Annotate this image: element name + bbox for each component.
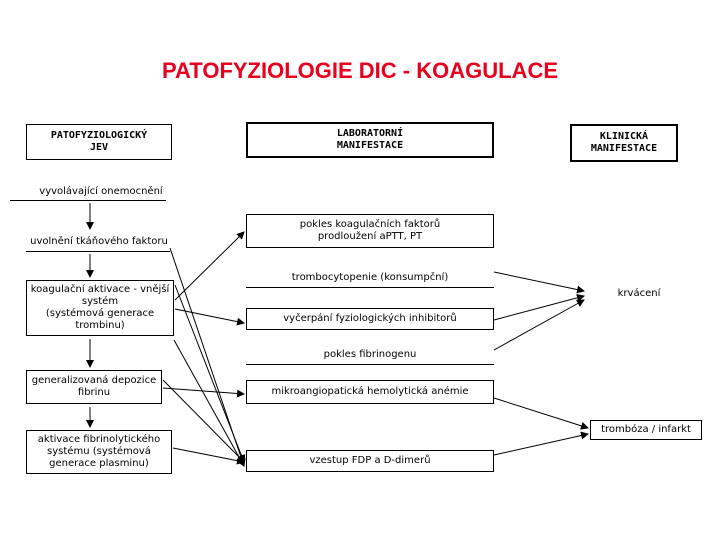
- lab-fdp-increase: vzestup FDP a D-dimerů: [246, 450, 494, 472]
- header-laboratory: LABORATORNÍ MANIFESTACE: [246, 122, 494, 158]
- arrow-tissue-factor-to-fdp: [170, 248, 244, 466]
- phenomenon-trigger: vyvolávající onemocnění: [39, 186, 163, 197]
- page-title: PATOFYZIOLOGIE DIC - KOAGULACE: [162, 58, 558, 83]
- arrow-thrombocytopenia-to-bleeding: [494, 272, 584, 291]
- phenomenon-tissue-factor: uvolnění tkáňového faktoru: [30, 236, 168, 247]
- arrow-anemia-to-thrombosis: [494, 398, 588, 428]
- lab-thrombocytopenia: trombocytopenie (konsumpční): [291, 272, 449, 283]
- lab-fibrinogen-decrease: pokles fibrinogenu: [323, 349, 417, 360]
- clinical-thrombosis: trombóza / infarkt: [590, 420, 702, 440]
- phenomenon-fibrin-deposition: generalizovaná depozice fibrinu: [26, 370, 162, 404]
- clinical-bleeding: krvácení: [586, 284, 692, 304]
- arrow-activation-to-factors: [175, 232, 244, 300]
- phenomenon-fibrinolysis: aktivace fibrinolytického systému (systémová generace plasminu): [26, 430, 172, 474]
- lab-inhibitors-depletion: vyčerpání fyziologických inhibitorů: [246, 308, 494, 330]
- arrow-fibrinolysis-to-fdp: [173, 448, 244, 462]
- lab-factors-decrease: pokles koagulačních faktorů prodloužení aPTT, PT: [246, 214, 494, 248]
- arrow-activation-to-fdp-b: [174, 340, 244, 466]
- header-phenomenon: PATOFYZIOLOGICKÝ JEV: [26, 124, 172, 160]
- phenomenon-coagulation-activation: koagulační aktivace - vnější systém (systémová generace trombinu): [26, 280, 174, 336]
- lab-hemolytic-anemia: mikroangiopatická hemolytická anémie: [246, 380, 494, 404]
- header-clinical: KLINICKÁ MANIFESTACE: [570, 124, 678, 162]
- arrow-fdp-to-thrombosis: [494, 434, 588, 455]
